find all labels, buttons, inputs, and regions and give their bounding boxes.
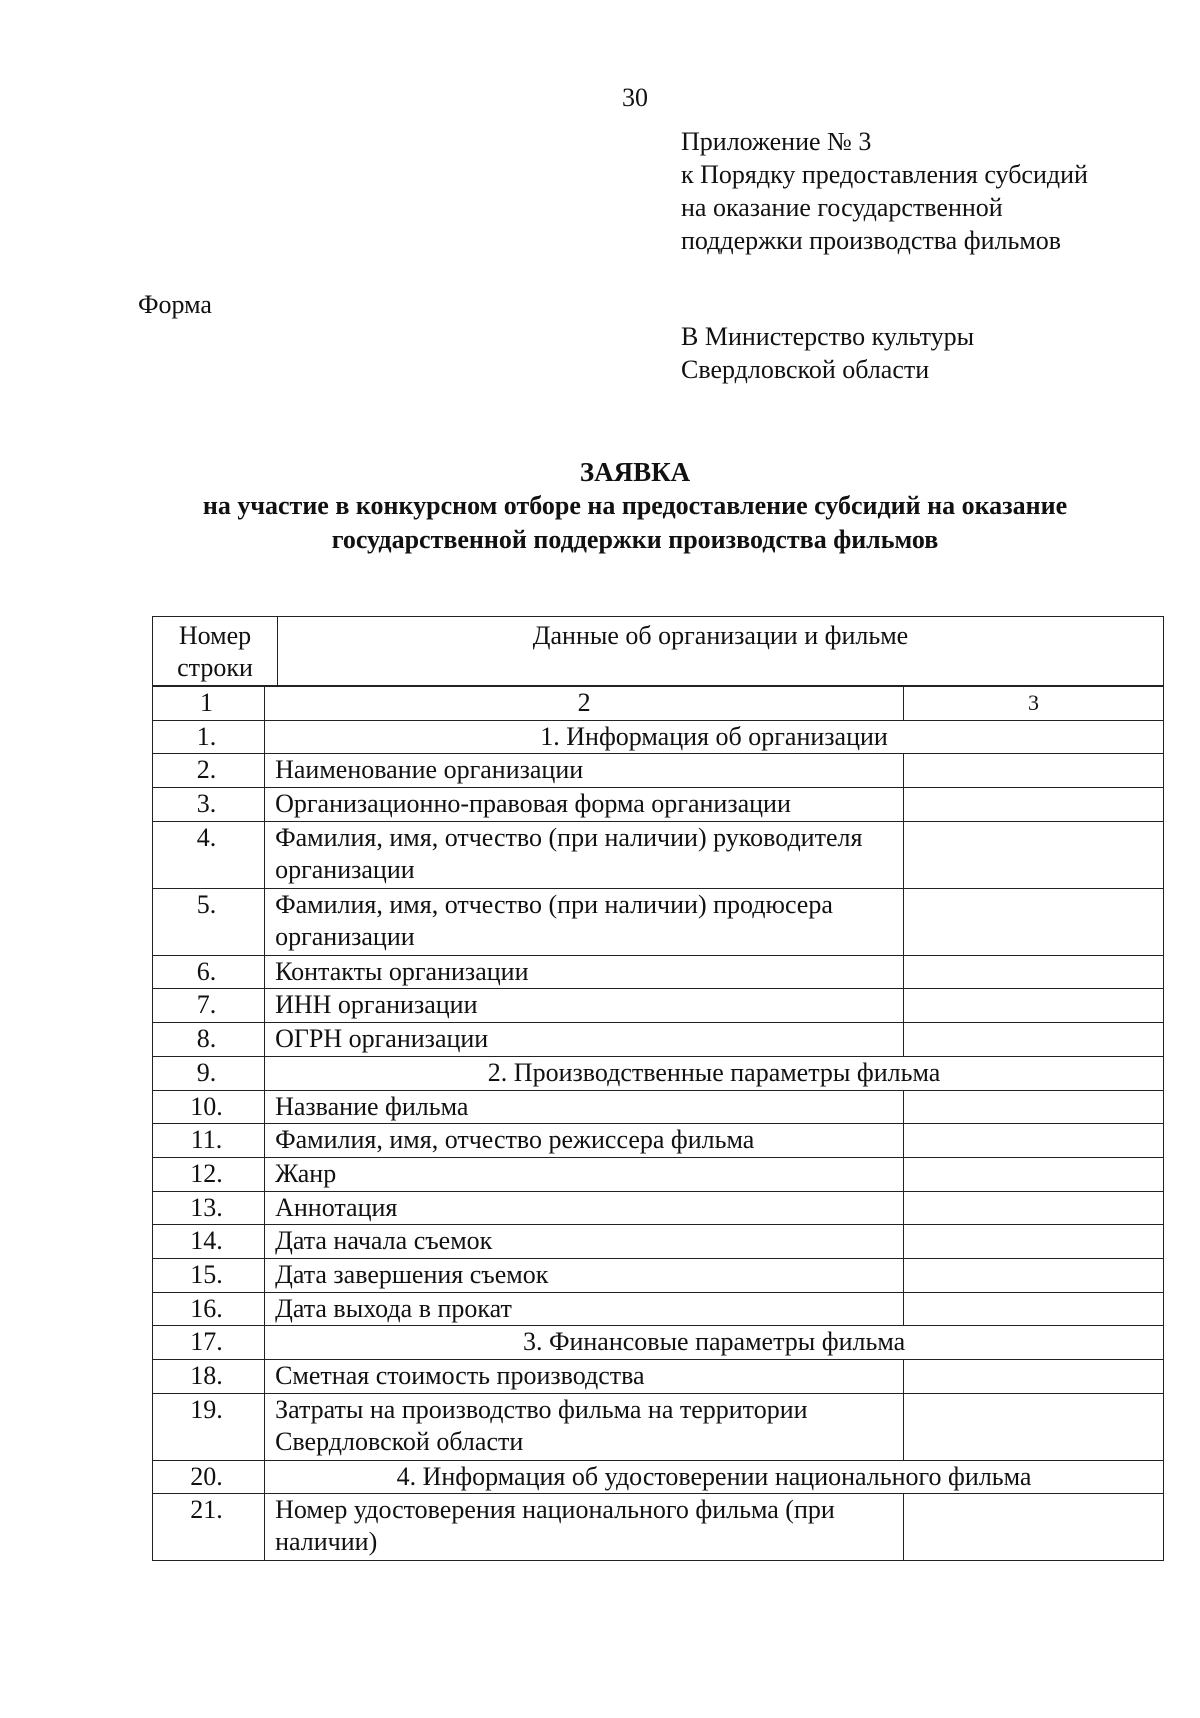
field-label-cell: ИНН организации xyxy=(265,989,904,1023)
field-label-cell: Аннотация xyxy=(265,1191,904,1225)
table-row xyxy=(153,1157,1164,1191)
table-row xyxy=(153,1292,1164,1326)
row-number-cell: 12. xyxy=(153,1157,265,1191)
field-value-cell[interactable] xyxy=(904,754,1164,788)
field-value-cell[interactable] xyxy=(904,955,1164,989)
table-section-row xyxy=(153,1460,1164,1494)
column-number: 3 xyxy=(904,687,1164,721)
row-number-cell: 2. xyxy=(153,754,265,788)
document-title xyxy=(130,455,1140,557)
header-cell-row-number: Номер строки xyxy=(153,617,278,686)
page-number: 30 xyxy=(622,83,648,112)
row-number-cell: 1. xyxy=(153,720,265,754)
field-label-cell: Номер удостоверения национального фильма (при наличии) xyxy=(265,1494,904,1561)
field-label-cell: Фамилия, имя, отчество режиссера фильма xyxy=(265,1124,904,1158)
table-row xyxy=(153,1023,1164,1057)
row-number-cell: 18. xyxy=(153,1360,265,1394)
row-number-cell: 9. xyxy=(153,1056,265,1090)
field-label-cell: Название фильма xyxy=(265,1090,904,1124)
field-value-cell[interactable] xyxy=(904,1191,1164,1225)
appendix-line: на оказание государственной xyxy=(681,193,1003,222)
row-number-cell: 6. xyxy=(153,955,265,989)
table-row xyxy=(153,955,1164,989)
field-value-cell[interactable] xyxy=(904,1157,1164,1191)
table-row xyxy=(153,1393,1164,1460)
field-label-cell: Организационно-правовая форма организации xyxy=(265,788,904,822)
table-section-row xyxy=(153,1056,1164,1090)
title-line: государственной поддержки производства фильмов xyxy=(331,525,939,554)
table-section-row xyxy=(153,1326,1164,1360)
table-section-row xyxy=(153,720,1164,754)
field-label-cell: Контакты организации xyxy=(265,955,904,989)
row-number-cell: 16. xyxy=(153,1292,265,1326)
table-row xyxy=(153,788,1164,822)
field-label-cell: Затраты на производство фильма на территории Свердловской области xyxy=(265,1393,904,1460)
row-number-cell: 19. xyxy=(153,1393,265,1460)
field-value-cell[interactable] xyxy=(904,1258,1164,1292)
table-row xyxy=(153,888,1164,955)
title-line: на участие в конкурсном отборе на предоставление субсидий на оказание xyxy=(202,491,1068,520)
section-title-cell: 2. Производственные параметры фильма xyxy=(265,1056,1164,1090)
field-label-cell: ОГРН организации xyxy=(265,1023,904,1057)
field-value-cell[interactable] xyxy=(904,1124,1164,1158)
field-label-cell: Дата начала съемок xyxy=(265,1225,904,1259)
column-number: 1 xyxy=(153,687,265,721)
section-title-cell: 3. Финансовые параметры фильма xyxy=(265,1326,1164,1360)
table-row xyxy=(153,754,1164,788)
row-number-cell: 20. xyxy=(153,1460,265,1494)
header-cell-data: Данные об организации и фильме xyxy=(278,617,1164,686)
row-number-cell: 14. xyxy=(153,1225,265,1259)
addressee-line: Свердловской области xyxy=(681,355,930,384)
field-value-cell[interactable] xyxy=(904,1360,1164,1394)
table-row xyxy=(153,989,1164,1023)
row-number-cell: 17. xyxy=(153,1326,265,1360)
field-label-cell: Дата завершения съемок xyxy=(265,1258,904,1292)
addressee-line: В Министерство культуры xyxy=(681,322,975,351)
title-main: ЗАЯВКА xyxy=(579,457,691,487)
table-row xyxy=(153,821,1164,888)
appendix-block xyxy=(681,125,1088,257)
table-row xyxy=(153,1191,1164,1225)
row-number-cell: 13. xyxy=(153,1191,265,1225)
field-value-cell[interactable] xyxy=(904,821,1164,888)
field-value-cell[interactable] xyxy=(904,1494,1164,1561)
row-number-cell: 10. xyxy=(153,1090,265,1124)
field-label-cell: Дата выхода в прокат xyxy=(265,1292,904,1326)
section-title-cell: 1. Информация об организации xyxy=(265,720,1164,754)
field-label-cell: Жанр xyxy=(265,1157,904,1191)
table-row xyxy=(153,1494,1164,1561)
row-number-cell: 21. xyxy=(153,1494,265,1561)
section-title-cell: 4. Информация об удостоверении национального фильма xyxy=(265,1460,1164,1494)
row-number-cell: 4. xyxy=(153,821,265,888)
field-value-cell[interactable] xyxy=(904,1023,1164,1057)
field-label-cell: Фамилия, имя, отчество (при наличии) руководителя организации xyxy=(265,821,904,888)
form-label: Форма xyxy=(138,290,212,319)
field-value-cell[interactable] xyxy=(904,888,1164,955)
row-number-cell: 8. xyxy=(153,1023,265,1057)
field-value-cell[interactable] xyxy=(904,788,1164,822)
application-table xyxy=(152,686,1164,1561)
table-row xyxy=(153,1225,1164,1259)
field-label-cell: Наименование организации xyxy=(265,754,904,788)
field-label-cell: Сметная стоимость производства xyxy=(265,1360,904,1394)
row-number-cell: 11. xyxy=(153,1124,265,1158)
field-value-cell[interactable] xyxy=(904,1090,1164,1124)
table-header xyxy=(152,616,1164,686)
field-value-cell[interactable] xyxy=(904,989,1164,1023)
table-row xyxy=(153,1258,1164,1292)
field-value-cell[interactable] xyxy=(904,1292,1164,1326)
column-numbers-row xyxy=(153,687,1164,721)
appendix-line: Приложение № 3 xyxy=(681,127,872,156)
appendix-line: к Порядку предоставления субсидий xyxy=(681,160,1088,189)
field-label-cell: Фамилия, имя, отчество (при наличии) продюсера организации xyxy=(265,888,904,955)
column-number: 2 xyxy=(265,687,904,721)
row-number-cell: 3. xyxy=(153,788,265,822)
table-row xyxy=(153,1360,1164,1394)
row-number-cell: 7. xyxy=(153,989,265,1023)
row-number-cell: 15. xyxy=(153,1258,265,1292)
appendix-line: поддержки производства фильмов xyxy=(681,226,1062,255)
table-row xyxy=(153,1090,1164,1124)
row-number-cell: 5. xyxy=(153,888,265,955)
field-value-cell[interactable] xyxy=(904,1393,1164,1460)
table-row xyxy=(153,1124,1164,1158)
addressee-block xyxy=(681,320,974,386)
field-value-cell[interactable] xyxy=(904,1225,1164,1259)
